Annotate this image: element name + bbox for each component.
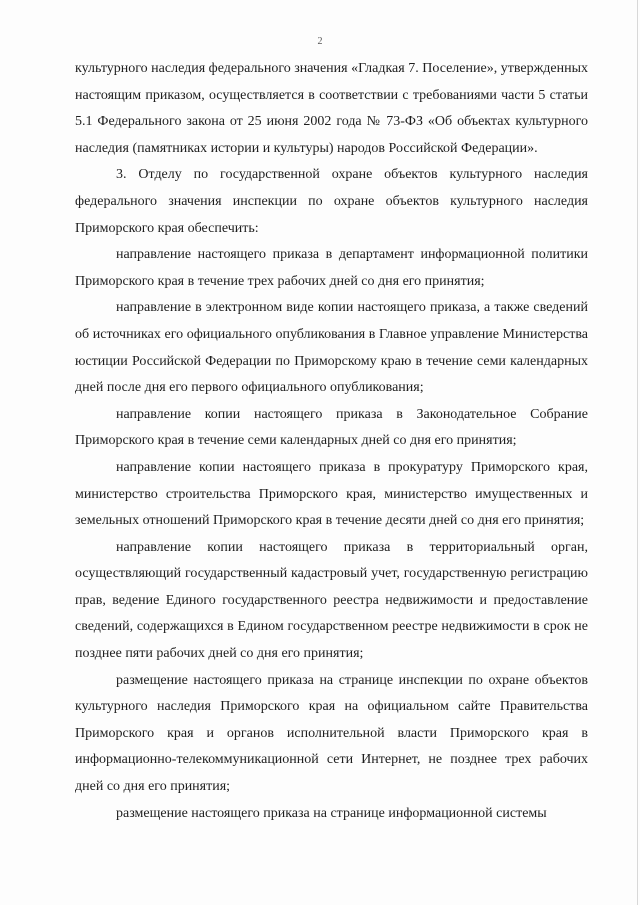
paragraph-legislative-assembly: направление копии настоящего приказа в Законодательное Собрание Приморского края в течение семи календарных дней со дня его принятия; — [75, 406, 588, 449]
paragraph-ministry-justice: направление в электронном виде копии настоящего приказа, а также сведений об источниках его официального опубликования в Главное управление Министерства юстиции Российской Федерации по Приморскому краю в течение семи календарных дней после дня его первого официального опубликования; — [75, 300, 588, 396]
paragraph-item-3: 3. Отделу по государственной охране объектов культурного наследия федерального значения инспекции по охране объектов культурного наследия Приморского края обеспечить: — [75, 167, 588, 236]
paragraph-dept-info-policy: направление настоящего приказа в департамент информационной политики Приморского края в течение трех рабочих дней со дня его принятия; — [75, 247, 588, 289]
paragraph-prosecutor: направление копии настоящего приказа в прокуратуру Приморского края, министерство строительства Приморского края, министерство имущественных и земельных отношений Приморского края в течение десяти дней со дня его принятия; — [75, 459, 588, 529]
paragraph-info-system: размещение настоящего приказа на странице информационной системы — [116, 805, 547, 821]
paragraph-cadastral-body: направление копии настоящего приказа в территориальный орган, осуществляющий государственный кадастровый учет, государственную регистрацию прав, ведение Единого государственного реестра недвижимости и предоставление сведений, содержащихся в Едином государственном реестре недвижимости в срок не позднее пяти рабочих дней со дня его принятия; — [75, 539, 588, 662]
paragraph-website-placement: размещение настоящего приказа на странице инспекции по охране объектов культурного наследия Приморского края на официальном сайте Правительства Приморского края и органов исполнительной власти Приморского края в информационно-телекоммуникационной сети Интернет, не позднее трех рабочих дней со дня его принятия; — [75, 672, 588, 795]
page-number: 2 — [317, 36, 323, 47]
document-body — [75, 56, 588, 827]
paragraph-continuation: культурного наследия федерального значения «Гладкая 7. Поселение», утвержденных настоящим приказом, осуществляется в соответствии с требованиями части 5 статьи 5.1 Федерального закона от 25 июня 2002 года № 73-ФЗ «Об объектах культурного наследия (памятниках истории и культуры) народов Российской Федерации». — [75, 61, 588, 156]
scan-edge-line — [637, 0, 638, 905]
